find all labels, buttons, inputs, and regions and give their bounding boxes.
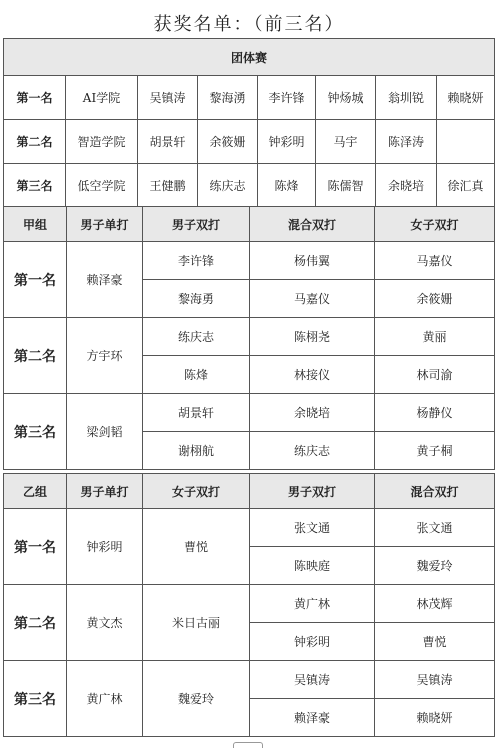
pair-cell: 黄广林: [250, 585, 375, 623]
column-header: 女子双打: [375, 207, 495, 242]
page-title: 获奖名单：（前三名）: [153, 14, 345, 35]
column-header: 混合双打: [250, 207, 375, 242]
team-cell: 翁圳锐: [376, 76, 437, 120]
pair-cell: 胡景轩: [143, 394, 250, 432]
pair-cell: 杨伟翼: [250, 242, 375, 280]
pair-cell: 陈栩尧: [250, 318, 375, 356]
pair-cell: 林司渝: [375, 356, 495, 394]
womens-doubles-cell: 魏爱玲: [143, 661, 250, 737]
team-results-table: [3, 38, 495, 207]
pair-cell: 林接仪: [250, 356, 375, 394]
pair-cell: 李许锋: [143, 242, 250, 280]
column-header: 混合双打: [375, 474, 495, 509]
mens-singles-cell: 方宇环: [67, 318, 143, 394]
team-cell: 余筱姗: [198, 120, 258, 164]
column-header: 男子双打: [143, 207, 250, 242]
team-cell: 陈儒智: [316, 164, 376, 207]
pair-cell: 余筱姗: [375, 280, 495, 318]
pair-cell: 杨静仪: [375, 394, 495, 432]
mens-singles-cell: 梁剑韬: [67, 394, 143, 470]
pair-cell: 马嘉仪: [250, 280, 375, 318]
team-cell: [437, 120, 495, 164]
pair-cell: 马嘉仪: [375, 242, 495, 280]
rank-label: 第二名: [4, 585, 67, 661]
pair-cell: 魏爱玲: [375, 547, 495, 585]
pair-cell: 黎海勇: [143, 280, 250, 318]
team-cell: 马宇: [316, 120, 376, 164]
team-cell: 胡景轩: [138, 120, 198, 164]
column-header: 女子双打: [143, 474, 250, 509]
team-cell: 黎海湧: [198, 76, 258, 120]
mens-singles-cell: 黄广林: [67, 661, 143, 737]
pair-cell: 练庆志: [250, 432, 375, 470]
rank-label: 第三名: [4, 661, 67, 737]
team-cell: 徐汇真: [437, 164, 495, 207]
rank-label: 第三名: [4, 394, 67, 470]
pair-cell: 赖泽豪: [250, 699, 375, 737]
pair-cell: 曹悦: [375, 623, 495, 661]
team-cell: 王健鹏: [138, 164, 198, 207]
group-a-header: 甲组: [4, 207, 67, 242]
pair-cell: 张文通: [250, 509, 375, 547]
team-cell: 练庆志: [198, 164, 258, 207]
team-competition-header: 团体赛: [4, 39, 495, 76]
pair-cell: 钟彩明: [250, 623, 375, 661]
pair-cell: 张文通: [375, 509, 495, 547]
mens-singles-cell: 黄文杰: [67, 585, 143, 661]
pair-cell: 赖晓妍: [375, 699, 495, 737]
group-a-results-table: [3, 206, 495, 470]
pair-cell: 谢栩航: [143, 432, 250, 470]
pair-cell: 黄子桐: [375, 432, 495, 470]
team-row: [4, 120, 495, 164]
pair-cell: 吴镇涛: [375, 661, 495, 699]
team-cell: 钟彩明: [258, 120, 316, 164]
team-cell: 吴镇涛: [138, 76, 198, 120]
rank-label: 第三名: [4, 164, 66, 207]
team-cell: 赖晓妍: [437, 76, 495, 120]
pair-cell: 林茂辉: [375, 585, 495, 623]
team-cell: 钟炀城: [316, 76, 376, 120]
pair-cell: 余晓培: [250, 394, 375, 432]
rank-label: 第二名: [4, 318, 67, 394]
team-cell: 智造学院: [66, 120, 138, 164]
rank-label: 第一名: [4, 76, 66, 120]
pair-cell: 练庆志: [143, 318, 250, 356]
team-cell: 低空学院: [66, 164, 138, 207]
team-cell: 余晓培: [376, 164, 437, 207]
team-row: [4, 164, 495, 207]
pair-cell: 黄丽: [375, 318, 495, 356]
column-header: 男子单打: [67, 474, 143, 509]
mens-singles-cell: 钟彩明: [67, 509, 143, 585]
team-row: [4, 76, 495, 120]
womens-doubles-cell: 米日古丽: [143, 585, 250, 661]
rank-label: 第一名: [4, 509, 67, 585]
group-b-header: 乙组: [4, 474, 67, 509]
pair-cell: 陈烽: [143, 356, 250, 394]
team-cell: 李许锋: [258, 76, 316, 120]
mens-singles-cell: 赖泽豪: [67, 242, 143, 318]
page-tab-marker: [233, 742, 263, 748]
pair-cell: 吴镇涛: [250, 661, 375, 699]
column-header: 男子双打: [250, 474, 375, 509]
womens-doubles-cell: 曹悦: [143, 509, 250, 585]
team-cell: 陈烽: [258, 164, 316, 207]
team-cell: 陈泽涛: [376, 120, 437, 164]
rank-label: 第二名: [4, 120, 66, 164]
rank-label: 第一名: [4, 242, 67, 318]
column-header: 男子单打: [67, 207, 143, 242]
group-b-results-table: [3, 473, 495, 737]
pair-cell: 陈映庭: [250, 547, 375, 585]
team-cell: AI学院: [66, 76, 138, 120]
